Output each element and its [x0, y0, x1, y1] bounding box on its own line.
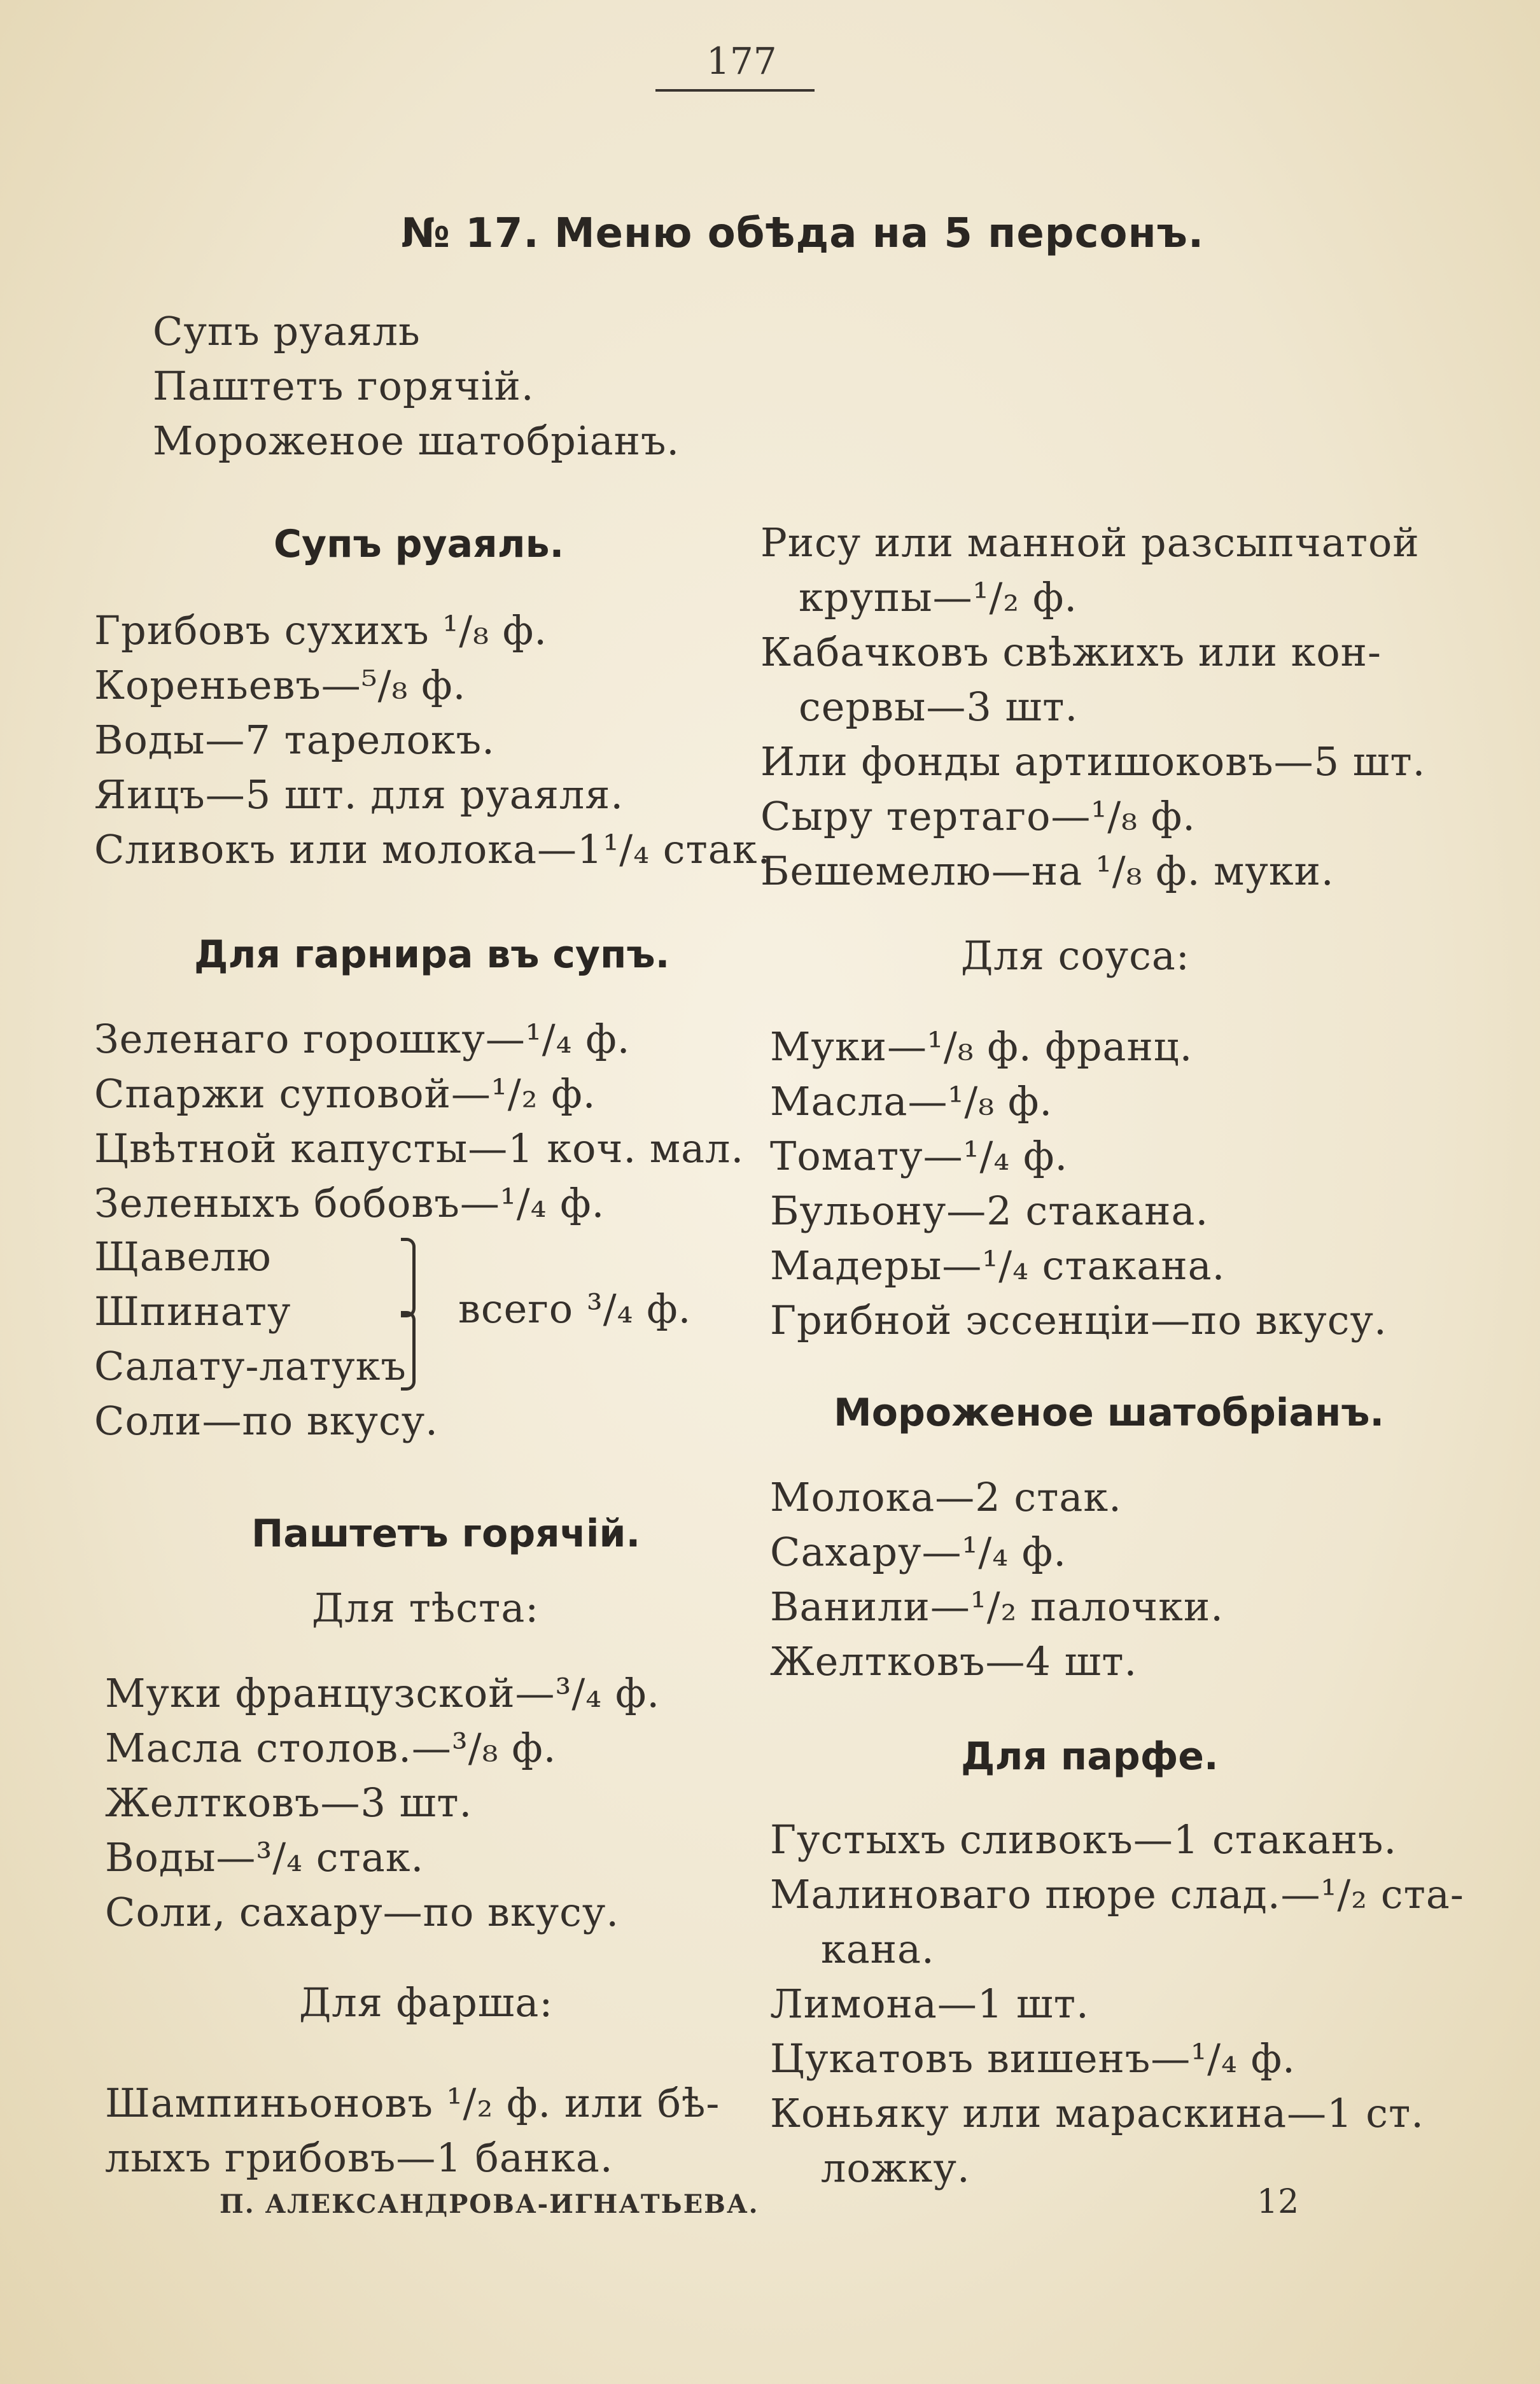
- salt-line: Соли—по вкусу.: [94, 1398, 438, 1444]
- ingredient-line: Грибовъ сухихъ ¹/₈ ф.: [94, 607, 547, 654]
- ingredient-line: Зеленаго горошку—¹/₄ ф.: [94, 1016, 631, 1062]
- ingredient-line: Масла столов.—³/₈ ф.: [105, 1725, 557, 1771]
- garnish-ingredients: [94, 1012, 744, 1231]
- ingredient-line: Воды—³/₄ стак.: [105, 1834, 424, 1881]
- ingredient-line: Малиноваго пюре слад.—¹/₂ ста-: [770, 1871, 1464, 1918]
- menu-item: Супъ руаяль: [153, 308, 421, 354]
- page-number: 177: [706, 39, 777, 83]
- pate-heading: Паштетъ горячій.: [251, 1511, 641, 1556]
- ingredient-line: Воды—7 тарелокъ.: [94, 717, 495, 763]
- menu-list: [153, 304, 680, 468]
- menu-item: Паштетъ горячій.: [153, 363, 535, 409]
- ingredient-line: Желтковъ—4 шт.: [770, 1638, 1138, 1685]
- ingredient-line: Желтковъ—3 шт.: [105, 1779, 473, 1826]
- ingredient-line: Сахару—¹/₄ ф.: [770, 1529, 1067, 1575]
- sauce-heading: Для соуса:: [961, 932, 1190, 979]
- brace-note: всего ³/₄ ф.: [458, 1286, 692, 1332]
- ingredient-line: Ванили—¹/₂ палочки.: [770, 1583, 1224, 1630]
- dough-heading: Для тѣста:: [312, 1585, 540, 1631]
- ingredient-line: Мадеры—¹/₄ стакана.: [770, 1242, 1226, 1289]
- ingredient-line: Грибной эссенціи—по вкусу.: [770, 1297, 1387, 1343]
- menu-item: Мороженое шатобріанъ.: [153, 417, 680, 464]
- footer-author: П. АЛЕКСАНДРОВА-ИГНАТЬЕВА.: [220, 2189, 759, 2219]
- brace-top: [401, 1238, 416, 1317]
- ingredient-line: Спаржи суповой—¹/₂ ф.: [94, 1070, 596, 1117]
- page-title: № 17. Меню обѣда на 5 персонъ.: [401, 210, 1205, 257]
- parfait-heading: Для парфе.: [961, 1734, 1219, 1779]
- parfait-ingredients: [770, 1813, 1464, 2196]
- ingredient-line: Зеленыхъ бобовъ—¹/₄ ф.: [94, 1180, 605, 1226]
- filling-heading: Для фарша:: [299, 1979, 554, 2026]
- ingredient-line: Шампиньоновъ ¹/₂ ф. или бѣ-: [105, 2080, 720, 2126]
- ingredient-line: Цвѣтной капусты—1 коч. мал.: [94, 1125, 745, 1172]
- ingredient-line: Муки—¹/₈ ф. франц.: [770, 1023, 1193, 1070]
- ingredient-line: Муки французской—³/₄ ф.: [105, 1670, 661, 1716]
- ingredient-line: Масла—¹/₈ ф.: [770, 1078, 1053, 1125]
- soup-ingredients: [94, 603, 771, 877]
- ingredient-line: Сливокъ или молока—1¹/₄ стак.: [94, 826, 771, 873]
- garnish-heading: Для гарнира въ супъ.: [194, 932, 670, 977]
- brace-bottom: [401, 1311, 416, 1391]
- dough-ingredients: [105, 1666, 660, 1940]
- ingredient-line: Или фонды артишоковъ—5 шт.: [760, 738, 1426, 785]
- ingredient-line: крупы—¹/₂ ф.: [799, 574, 1078, 621]
- ingredient-line: Соли, сахару—по вкусу.: [105, 1889, 620, 1935]
- ingredient-line: Лимона—1 шт.: [770, 1981, 1089, 2027]
- brace-item: Салату-латукъ: [94, 1343, 407, 1389]
- ingredient-line: Сыру тертаго—¹/₈ ф.: [760, 793, 1196, 839]
- ingredient-line: Густыхъ сливокъ—1 стаканъ.: [770, 1816, 1397, 1863]
- ingredient-line: кана.: [821, 1926, 935, 1972]
- soup-heading: Супъ руаяль.: [274, 522, 564, 566]
- ingredient-line: Кореньевъ—⁵/₈ ф.: [94, 662, 466, 708]
- footer-sheet-number: 12: [1257, 2183, 1299, 2221]
- ingredient-line: лыхъ грибовъ—1 банка.: [105, 2135, 613, 2181]
- ingredient-line: Томату—¹/₄ ф.: [770, 1133, 1068, 1179]
- ingredient-line: Бульону—2 стакана.: [770, 1188, 1209, 1234]
- sauce-ingredients: [770, 1020, 1387, 1348]
- braced-group: [94, 1230, 407, 1394]
- ingredient-line: Молока—2 стак.: [770, 1474, 1122, 1520]
- brace-item: Шпинату: [94, 1288, 291, 1335]
- page-number-underline: [655, 89, 815, 92]
- filling-ingredients: [105, 2076, 720, 2185]
- ingredient-line: Бешемелю—на ¹/₈ ф. муки.: [760, 848, 1334, 894]
- ingredient-line: Рису или манной разсыпчатой: [760, 519, 1420, 566]
- ingredient-line: Яицъ—5 шт. для руаяля.: [94, 771, 624, 818]
- ingredient-line: Кабачковъ свѣжихъ или кон-: [760, 629, 1382, 675]
- ingredient-line: ложку.: [821, 2145, 970, 2191]
- icecream-ingredients: [770, 1470, 1224, 1689]
- rice-ingredients: [760, 515, 1425, 899]
- icecream-heading: Мороженое шатобріанъ.: [834, 1391, 1385, 1435]
- ingredient-line: Коньяку или мараскина—1 ст.: [770, 2090, 1424, 2136]
- brace-item: Щавелю: [94, 1233, 272, 1280]
- ingredient-line: Цукатовъ вишенъ—¹/₄ ф.: [770, 2035, 1296, 2082]
- ingredient-line: сервы—3 шт.: [799, 684, 1079, 730]
